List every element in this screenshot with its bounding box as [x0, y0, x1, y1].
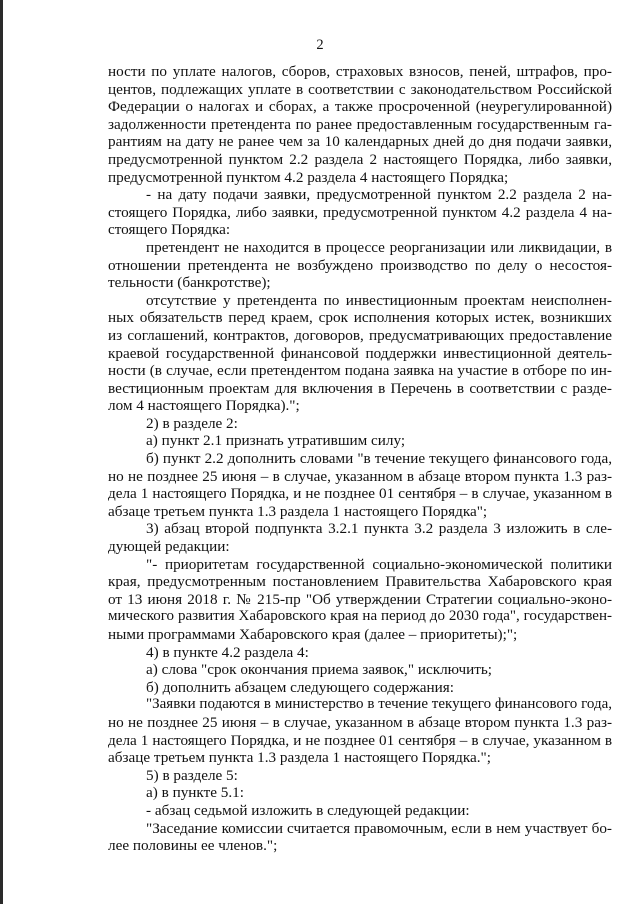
- text-line: претендент не находится в процессе реорганизации или ликвидации, в: [146, 238, 612, 256]
- text-line: из соглашений, контрактов, договоров, предусматривающих предоставление: [108, 326, 612, 344]
- text-line: а) слова "срок окончания приема заявок," исключить;: [146, 661, 492, 679]
- text-line: Федерации о налогах и сборах, а также просроченной (неурегулированной): [108, 98, 612, 116]
- text-line: 5) в разделе 5:: [146, 766, 238, 784]
- text-line: предусмотренной пунктом 2.2 раздела 2 настоящего Порядка, либо заявки,: [108, 150, 612, 168]
- text-line: лом 4 настоящего Порядка).";: [108, 397, 300, 415]
- text-line: вестиционным проектам для включения в Перечень в соответствии с разде-: [108, 379, 612, 397]
- text-line: - абзац седьмой изложить в следующей редакции:: [146, 801, 470, 819]
- text-line: "Заседание комиссии считается правомочным, если в нем участвует бо-: [146, 819, 612, 837]
- text-line: абзаце третьем пункта 1.3 раздела 1 настоящего Порядка.";: [108, 749, 491, 767]
- text-line: но не позднее 25 июня – в случае, указанном в абзаце втором пункта 1.3 раз-: [108, 713, 612, 731]
- text-line: дующей редакции:: [108, 538, 230, 556]
- text-line: ности по уплате налогов, сборов, страховых взносов, пеней, штрафов, про-: [108, 63, 612, 80]
- text-line: отношении претендента не возбуждено производство по делу о несостоя-: [108, 256, 612, 274]
- text-line: дела 1 настоящего Порядка, и не позднее 01 сентября – в случае, указанном в: [108, 485, 612, 503]
- text-line: рантиям на дату не ранее чем за 10 календарных дней до дня подачи заявки,: [108, 133, 612, 151]
- text-line: 3) абзац второй подпункта 3.2.1 пункта 3.2 раздела 3 изложить в сле-: [146, 520, 612, 538]
- scan-edge-shadow: [0, 0, 3, 904]
- text-line: ными программами Хабаровского края (далее – приоритеты);";: [108, 626, 518, 643]
- text-line: "- приоритетам государственной социально-экономической политики: [146, 555, 612, 573]
- text-line: мического развития Хабаровского края на период до 2030 года", государствен-: [108, 608, 612, 625]
- text-line: лее половины ее членов.";: [108, 837, 278, 855]
- text-line: дела 1 настоящего Порядка, и не позднее 01 сентября – в случае, указанном в: [108, 731, 612, 749]
- text-line: абзаце третьем пункта 1.3 раздела 1 настоящего Порядка";: [108, 502, 488, 520]
- text-line: тельности (банкротстве);: [108, 274, 271, 292]
- text-line: краевой государственной финансовой поддержки инвестиционной деятель-: [108, 344, 612, 362]
- text-line: отсутствие у претендента по инвестиционным проектам неисполнен-: [146, 291, 612, 309]
- text-line: - на дату подачи заявки, предусмотренной пунктом 2.2 раздела 2 на-: [146, 186, 612, 204]
- text-line: б) дополнить абзацем следующего содержания:: [146, 678, 454, 696]
- text-line: 2) в разделе 2:: [146, 414, 238, 432]
- text-line: предусмотренной пунктом 4.2 раздела 4 настоящего Порядка;: [108, 168, 509, 186]
- text-line: ности (в случае, если претендентом подана заявка на участие в отборе по ин-: [108, 362, 612, 380]
- text-line: центов, подлежащих уплате в соответствии с законодательством Российской: [108, 80, 612, 98]
- text-line: задолженности претендента по ранее предоставленным государственным га-: [108, 115, 612, 133]
- text-line: а) в пункте 5.1:: [146, 784, 244, 802]
- text-line: но не позднее 25 июня – в случае, указанном в абзаце втором пункта 1.3 раз-: [108, 467, 612, 485]
- document-body: [108, 63, 612, 855]
- text-line: края, предусмотренным постановлением Правительства Хабаровского края: [108, 573, 612, 591]
- text-line: стоящего Порядка, либо заявки, предусмотренной пунктом 4.2 раздела 4 на-: [108, 203, 612, 221]
- text-line: 4) в пункте 4.2 раздела 4:: [146, 643, 309, 661]
- text-line: от 13 июня 2018 г. № 215-пр "Об утверждении Стратегии социально-эконо-: [108, 590, 612, 608]
- text-line: "Заявки подаются в министерство в течение текущего финансового года,: [146, 696, 612, 713]
- text-line: стоящего Порядка:: [108, 221, 231, 239]
- text-line: а) пункт 2.1 признать утратившим силу;: [146, 432, 406, 450]
- text-line: ных обязательств перед краем, срок исполнения которых истек, возникших: [108, 309, 612, 327]
- page-number: 2: [316, 37, 324, 53]
- text-line: б) пункт 2.2 дополнить словами "в течение текущего финансового года,: [146, 450, 612, 468]
